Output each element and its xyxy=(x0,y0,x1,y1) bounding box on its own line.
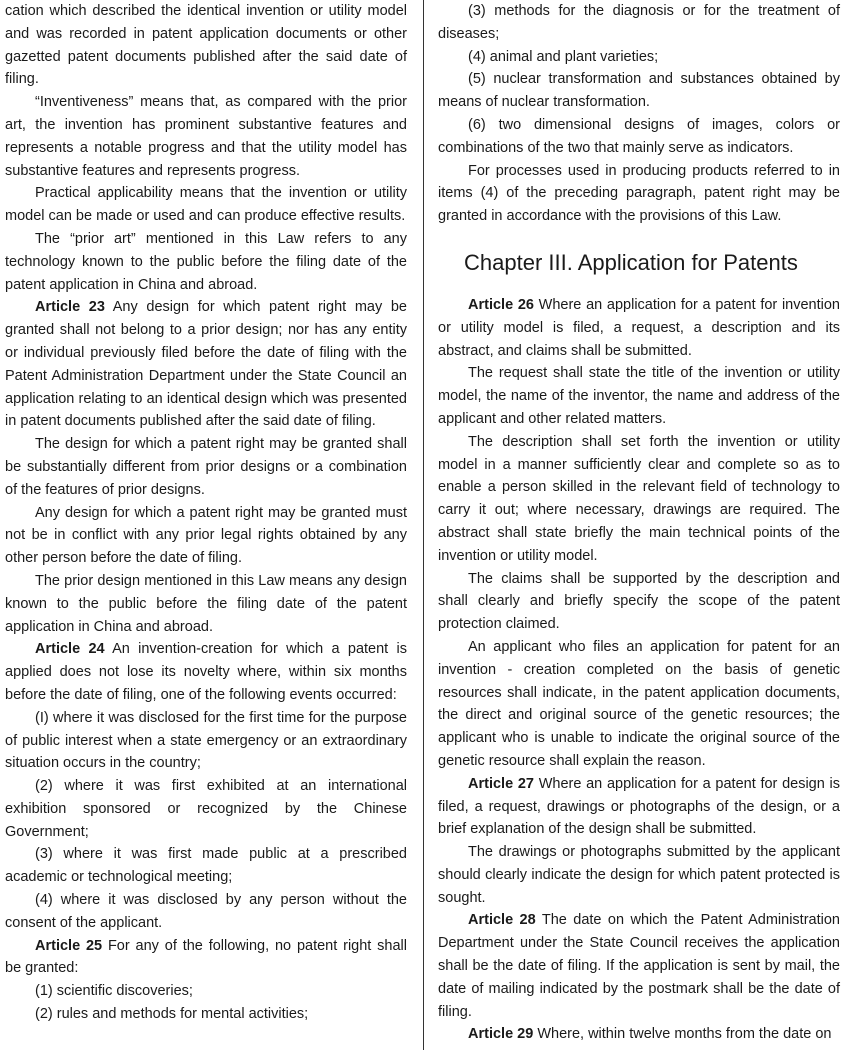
paragraph xyxy=(438,568,840,636)
paragraph xyxy=(5,775,407,843)
article-number: Article 24 xyxy=(35,641,105,658)
paragraph-text: (2) where it was first exhibited at an international exhibition sponsored or recognized by the Chinese Government; xyxy=(5,778,407,840)
paragraph-text: The description shall set forth the invention or utility model in a manner sufficiently clear and complete so as to enable a person skilled in the relevant field of technology to carry it out; where necessary, drawings are required. The abstract shall state briefly the main technical points of the invention or utility model. xyxy=(438,433,840,564)
paragraph xyxy=(5,91,407,182)
article-number: Article 23 xyxy=(35,299,105,316)
paragraph xyxy=(5,935,407,981)
paragraph-text: The design for which a patent right may be granted shall be substantially different from prior designs or a combination of the features of prior designs. xyxy=(5,436,407,498)
paragraph-text: The request shall state the title of the invention or utility model, the name of the inventor, the name and address of the applicant and other related matters. xyxy=(438,365,840,427)
paragraph xyxy=(438,841,840,909)
right-column-top xyxy=(438,0,840,228)
paragraph-text: The claims shall be supported by the description and shall clearly and briefly specify the scope of the patent protection claimed. xyxy=(438,570,840,633)
paragraph xyxy=(438,68,840,114)
paragraph-text: Any design for which patent right may be granted shall not belong to a prior design; nor has any entity or individual previously filed before the date of filing with the Patent Administration Department under the State Council an application relating to an identical design which was presented in patent documents published after the said date of filing. xyxy=(5,299,407,430)
paragraph xyxy=(5,980,407,1003)
paragraph xyxy=(5,1003,407,1026)
paragraph-text: Where, within twelve months from the date on xyxy=(533,1026,832,1043)
paragraph-text: The date on which the Patent Administration Department under the State Council receives the application shall be the date of filing. If the application is sent by mail, the date of mailing indicated by the postmark shall be the date of filing. xyxy=(438,912,840,1020)
right-column-bottom xyxy=(438,294,840,1046)
paragraph-text: (4) where it was disclosed by any person without the consent of the applicant. xyxy=(5,892,407,931)
paragraph xyxy=(438,362,840,430)
paragraph-text: The drawings or photographs submitted by the applicant should clearly indicate the design for which patent protected is sought. xyxy=(438,844,840,906)
chapter-heading: Chapter III. Application for Patents xyxy=(464,249,798,275)
paragraph-text: “Inventiveness” means that, as compared with the prior art, the invention has prominent substantive features and represents a notable progress and that the utility model has substantive features and represents progress. xyxy=(5,94,407,179)
article-number: Article 26 xyxy=(468,296,534,313)
paragraph-text: (6) two dimensional designs of images, colors or combinations of the two that mainly serve as indicators. xyxy=(438,116,840,156)
article-number: Article 25 xyxy=(35,937,103,954)
right-column xyxy=(438,0,840,1046)
paragraph-text: The “prior art” mentioned in this Law refers to any technology known to the public before the filing date of the patent application in China and abroad. xyxy=(5,230,407,293)
paragraph-text: An applicant who files an application for patent for an invention - creation completed on the basis of genetic resources shall indicate, in the patent application documents, the direct and original source of the genetic resources; the applicant who is unable to indicate the original source of the genetic resource shall explain the reason. xyxy=(438,638,840,769)
paragraph-text: (3) where it was first made public at a prescribed academic or technological meeting; xyxy=(5,846,407,886)
paragraph-text: (4) animal and plant varieties; xyxy=(468,48,659,65)
paragraph-text: (3) methods for the diagnosis or for the treatment of diseases; xyxy=(438,3,840,42)
paragraph-text: (2) rules and methods for mental activities; xyxy=(35,1006,309,1023)
paragraph xyxy=(5,228,407,296)
paragraph xyxy=(438,431,840,568)
paragraph xyxy=(438,636,840,773)
left-column xyxy=(5,0,407,1026)
paragraph xyxy=(438,773,840,841)
paragraph-text: Where an application for a patent for design is filed, a request, drawings or photographs of the design, or a brief explanation of the design shall be submitted. xyxy=(438,775,840,838)
paragraph xyxy=(5,889,407,935)
paragraph-text: Any design for which a patent right may be granted must not be in conflict with any prior legal rights obtained by any other person before the date of filing. xyxy=(5,504,407,567)
paragraph xyxy=(5,296,407,433)
paragraph xyxy=(5,0,407,91)
paragraph-text: Practical applicability means that the invention or utility model can be made or used and can produce effective results. xyxy=(5,185,407,225)
paragraph xyxy=(438,909,840,1023)
paragraph xyxy=(438,114,840,160)
paragraph-text: For any of the following, no patent right shall be granted: xyxy=(5,937,407,977)
paragraph-text: The prior design mentioned in this Law means any design known to the public before the filing date of the patent application in China and abroad. xyxy=(5,572,407,635)
paragraph xyxy=(5,182,407,228)
paragraph xyxy=(438,1023,840,1046)
paragraph xyxy=(5,502,407,570)
paragraph xyxy=(5,638,407,706)
paragraph xyxy=(438,160,840,228)
article-number: Article 27 xyxy=(468,775,534,792)
paragraph-text: cation which described the identical invention or utility model and was recorded in patent application documents or other gazetted patent documents published after the said date of filing. xyxy=(5,3,407,88)
paragraph-text: (5) nuclear transformation and substances obtained by means of nuclear transformation. xyxy=(438,71,840,111)
paragraph xyxy=(5,570,407,638)
paragraph xyxy=(5,433,407,501)
paragraph-text: Where an application for a patent for invention or utility model is filed, a request, a description and its abstract, and claims shall be submitted. xyxy=(438,296,840,359)
article-number: Article 29 xyxy=(468,1026,534,1043)
paragraph xyxy=(438,294,840,362)
paragraph xyxy=(5,843,407,889)
paragraph xyxy=(438,46,840,69)
article-number: Article 28 xyxy=(468,912,536,929)
paragraph xyxy=(438,0,840,46)
paragraph-text: (I) where it was disclosed for the first time for the purpose of public interest when a state emergency or an extraordinary situation occurs in the country; xyxy=(5,709,407,772)
paragraph xyxy=(5,707,407,775)
paragraph-text: An invention-creation for which a patent is applied does not lose its novelty where, within six months before the date of filing, one of the following events occurred: xyxy=(5,641,407,703)
column-divider xyxy=(423,0,424,1050)
paragraph-text: For processes used in producing products referred to in items (4) of the preceding paragraph, patent right may be granted in accordance with the provisions of this Law. xyxy=(438,162,840,225)
paragraph-text: (1) scientific discoveries; xyxy=(35,983,193,1000)
